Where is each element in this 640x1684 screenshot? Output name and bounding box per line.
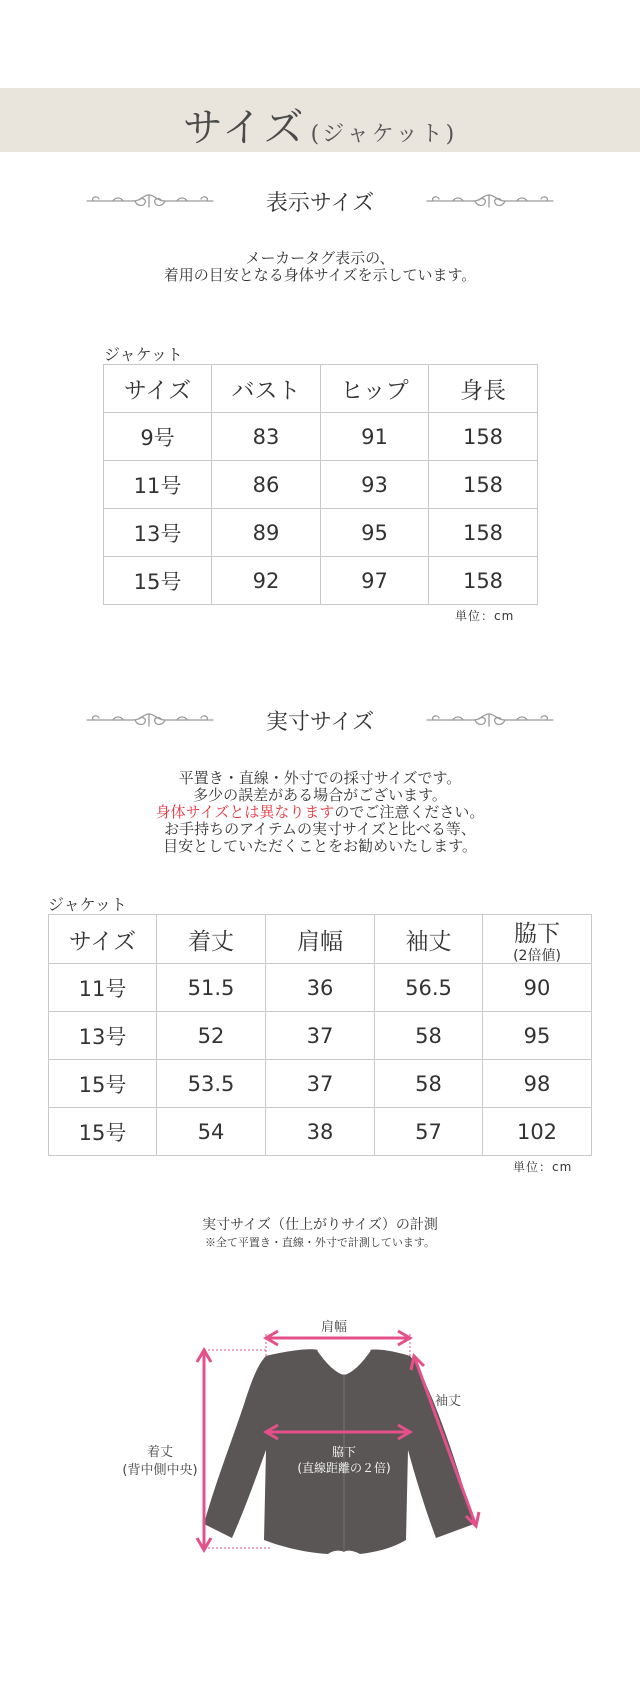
- table-row: [104, 413, 538, 461]
- cell: 97: [321, 557, 429, 605]
- cell: 57: [375, 1108, 483, 1156]
- cell: 51.5: [157, 964, 266, 1012]
- cell: 95: [321, 509, 429, 557]
- table-header-row: [49, 915, 592, 964]
- diagram-title: 実寸サイズ（仕上がりサイズ）の計測: [202, 1217, 438, 1233]
- display-size-desc-1: メーカータグ表示の、: [245, 249, 395, 267]
- cell: 158: [429, 413, 538, 461]
- table-row: [49, 1108, 592, 1156]
- cell: 11号: [49, 964, 157, 1012]
- actual-table-caption: ジャケット: [48, 895, 127, 914]
- cell: 53.5: [157, 1060, 266, 1108]
- table-row: [104, 509, 538, 557]
- cell: 13号: [49, 1012, 157, 1060]
- header-hip: ヒップ: [321, 365, 429, 413]
- actual-size-heading: 実寸サイズ: [265, 710, 375, 735]
- page-title-main: サイズ: [182, 105, 306, 151]
- cell: 90: [483, 964, 592, 1012]
- actual-size-table: [48, 914, 592, 1156]
- actual-size-desc-1: 平置き・直線・外寸での採寸サイズです。: [178, 769, 462, 787]
- cell: 37: [266, 1060, 375, 1108]
- label-length: 着丈: [146, 1445, 173, 1460]
- label-armpit: 脇下: [331, 1445, 356, 1459]
- cell: 52: [157, 1012, 266, 1060]
- cell: 11号: [104, 461, 212, 509]
- label-armpit-note: (直線距離の２倍): [297, 1461, 391, 1475]
- display-size-desc-2: 着用の目安となる身体サイズを示しています。: [163, 266, 477, 284]
- cell: 9号: [104, 413, 212, 461]
- actual-size-desc-5: 目安としていただくことをお勧めいたします。: [163, 837, 477, 855]
- header-size: サイズ: [104, 365, 212, 413]
- label-sleeve: 袖丈: [434, 1394, 461, 1409]
- header-armpit: [483, 915, 592, 964]
- diagram-subtitle: ※全て平置き・直線・外寸で計測しています。: [204, 1236, 436, 1249]
- cell: 89: [212, 509, 321, 557]
- cell: 95: [483, 1012, 592, 1060]
- warning-text: 身体サイズとは異なります: [155, 803, 335, 821]
- ornament-right-icon: [425, 191, 555, 211]
- cell: 15号: [49, 1108, 157, 1156]
- cell: 102: [483, 1108, 592, 1156]
- label-length-note: (背中側中央): [122, 1463, 198, 1478]
- cell: 54: [157, 1108, 266, 1156]
- table-header-row: [104, 365, 538, 413]
- table-row: [104, 461, 538, 509]
- actual-unit-label: 単位：cm: [513, 1160, 573, 1174]
- cell: 98: [483, 1060, 592, 1108]
- table-row: [49, 1060, 592, 1108]
- display-table-caption: ジャケット: [104, 345, 183, 364]
- header-length: 着丈: [157, 915, 266, 964]
- warning-text-rest: のでご注意ください。: [334, 803, 485, 821]
- cell: 86: [212, 461, 321, 509]
- ornament-right-icon: [425, 710, 555, 730]
- table-row: [49, 964, 592, 1012]
- page-title-sub: (ジャケット): [310, 122, 458, 147]
- cell: 15号: [49, 1060, 157, 1108]
- cell: 83: [212, 413, 321, 461]
- header-height: 身長: [429, 365, 538, 413]
- header-shoulder: 肩幅: [266, 915, 375, 964]
- cell: 58: [375, 1012, 483, 1060]
- header-sleeve: 袖丈: [375, 915, 483, 964]
- table-row: [49, 1012, 592, 1060]
- cell: 15号: [104, 557, 212, 605]
- cell: 13号: [104, 509, 212, 557]
- cell: 92: [212, 557, 321, 605]
- cell: 158: [429, 509, 538, 557]
- cell: 158: [429, 557, 538, 605]
- cell: 37: [266, 1012, 375, 1060]
- display-unit-label: 単位：cm: [455, 609, 515, 623]
- header-bust: バスト: [212, 365, 321, 413]
- cell: 93: [321, 461, 429, 509]
- cell: 158: [429, 461, 538, 509]
- display-size-heading: 表示サイズ: [265, 191, 375, 216]
- actual-size-desc-4: お手持ちのアイテムの実寸サイズと比べる等、: [164, 820, 476, 838]
- display-size-table: [103, 364, 538, 605]
- cell: 36: [266, 964, 375, 1012]
- table-row: [104, 557, 538, 605]
- header-armpit-label: 脇下: [514, 921, 560, 947]
- cell: 58: [375, 1060, 483, 1108]
- page-title: [0, 96, 640, 153]
- label-shoulder: 肩幅: [320, 1320, 347, 1335]
- header-size: サイズ: [49, 915, 157, 964]
- actual-size-desc-3: [0, 804, 640, 821]
- cell: 56.5: [375, 964, 483, 1012]
- cell: 38: [266, 1108, 375, 1156]
- header-armpit-sub: (2倍値): [513, 948, 561, 964]
- cell: 91: [321, 413, 429, 461]
- actual-size-desc-2: 多少の誤差がある場合がございます。: [193, 786, 447, 804]
